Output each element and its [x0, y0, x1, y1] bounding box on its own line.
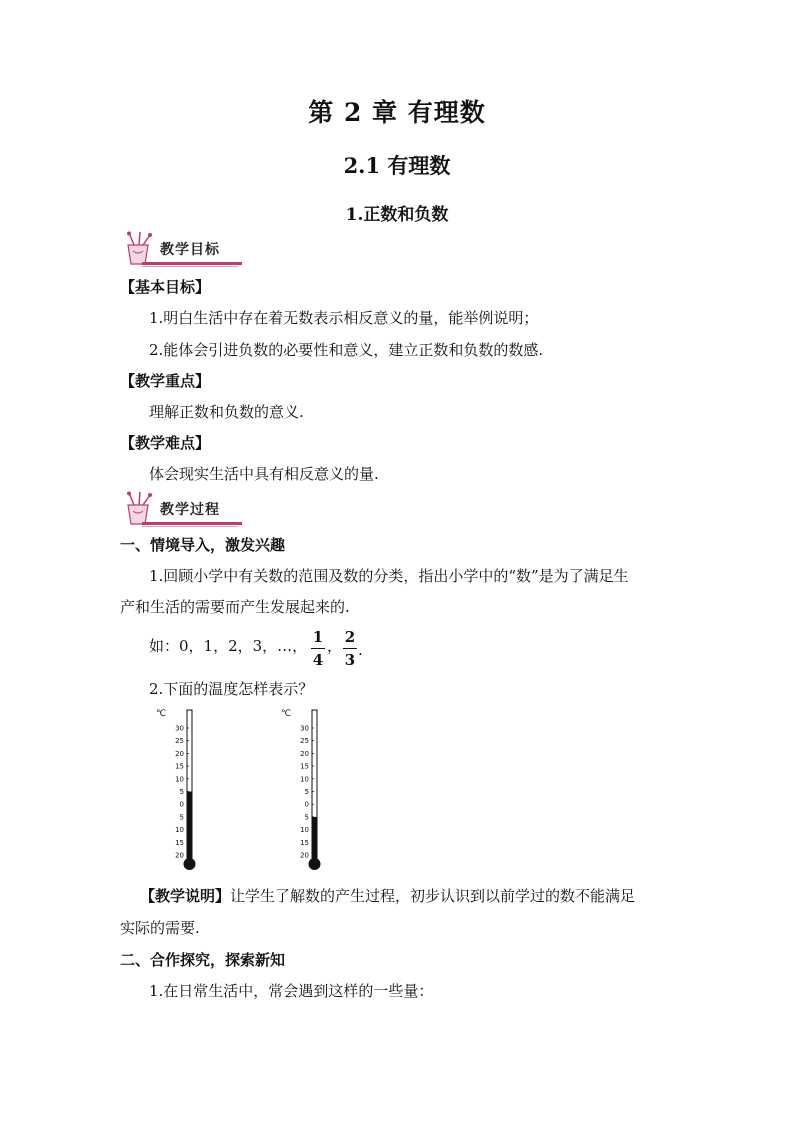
- tick-label: 15: [300, 762, 309, 771]
- tick-label: 10: [175, 775, 184, 784]
- basic-goal-1: 1.明白生活中存在着无数表示相反意义的量，能举例说明；: [149, 309, 539, 327]
- note-line2: 实际的需要.: [120, 919, 200, 937]
- chapter-title: 第 2 章 有理数: [308, 98, 486, 127]
- teaching-goals-badge: [118, 231, 242, 269]
- basic-goal-2: 2.能体会引进负数的必要性和意义，建立正数和负数的数感.: [149, 341, 544, 359]
- unit-label: ℃: [281, 709, 292, 719]
- tick-label: 15: [175, 838, 184, 847]
- thermometer-1: [150, 706, 210, 878]
- basic-goal-heading: 【基本目标】: [120, 278, 211, 296]
- tick-label: 0: [304, 800, 309, 809]
- badge-label: 教学过程: [160, 502, 220, 518]
- part2-para1: 1.在日常生活中，常会遇到这样的一些量：: [149, 982, 434, 1000]
- tick-label: 10: [175, 826, 184, 835]
- note-line1: [140, 886, 635, 906]
- fraction-two-thirds: 2 3: [344, 628, 356, 669]
- thermometer-bulb: [309, 858, 321, 870]
- part1-para1-line1: 1.回顾小学中有关数的范围及数的分类，指出小学中的“数”是为了满足生: [149, 567, 629, 585]
- mercury-column: [312, 817, 317, 860]
- badge-label: 教学目标: [160, 242, 220, 258]
- tick-label: 30: [300, 724, 309, 733]
- note-text: 让学生了解数的产生过程，初步认识到以前学过的数不能满足: [230, 887, 636, 905]
- tick-label: 15: [175, 762, 184, 771]
- unit-label: ℃: [156, 709, 167, 719]
- tick-label: 20: [300, 749, 309, 758]
- section-title: 2.1 有理数: [343, 153, 451, 178]
- part1-para1-line2: 产和生活的需要而产生发展起来的.: [120, 598, 350, 616]
- tick-label: 5: [179, 788, 184, 796]
- key-point-text: 理解正数和负数的意义.: [149, 403, 304, 421]
- thermometer-bulb: [184, 858, 196, 870]
- tick-label: 30: [175, 724, 184, 733]
- part1-para2: 2.下面的温度怎样表示？: [149, 680, 314, 698]
- mercury-column: [187, 792, 192, 861]
- example-prefix: 如：0，1，2，3，…，: [149, 637, 308, 655]
- tick-label: 10: [300, 775, 309, 784]
- example-end: .: [358, 641, 363, 659]
- tick-label: 20: [175, 851, 184, 860]
- difficulty-text: 体会现实生活中具有相反意义的量.: [149, 465, 379, 483]
- tick-label: 20: [175, 749, 184, 758]
- fraction-one-quarter: 1 4: [312, 628, 324, 669]
- tick-label: 10: [300, 826, 309, 835]
- tick-label: 0: [179, 800, 184, 809]
- subsection-title: 1.正数和负数: [345, 205, 449, 225]
- key-point-heading: 【教学重点】: [120, 372, 211, 390]
- tick-label: 5: [179, 813, 184, 822]
- part2-heading: 二、合作探究，探索新知: [120, 951, 286, 969]
- tick-label: 5: [304, 813, 309, 822]
- tick-label: 5: [304, 788, 309, 796]
- tick-label: 25: [300, 737, 309, 746]
- thermometer-2: [275, 706, 335, 878]
- tick-label: 25: [175, 737, 184, 746]
- tick-label: 15: [300, 838, 309, 847]
- tick-label: 20: [300, 851, 309, 860]
- part1-heading: 一、情境导入，激发兴趣: [120, 536, 286, 554]
- difficulty-heading: 【教学难点】: [120, 434, 211, 452]
- note-label: 【教学说明】: [140, 887, 231, 905]
- fraction-separator: ，: [327, 637, 343, 655]
- teaching-process-badge: [118, 491, 242, 529]
